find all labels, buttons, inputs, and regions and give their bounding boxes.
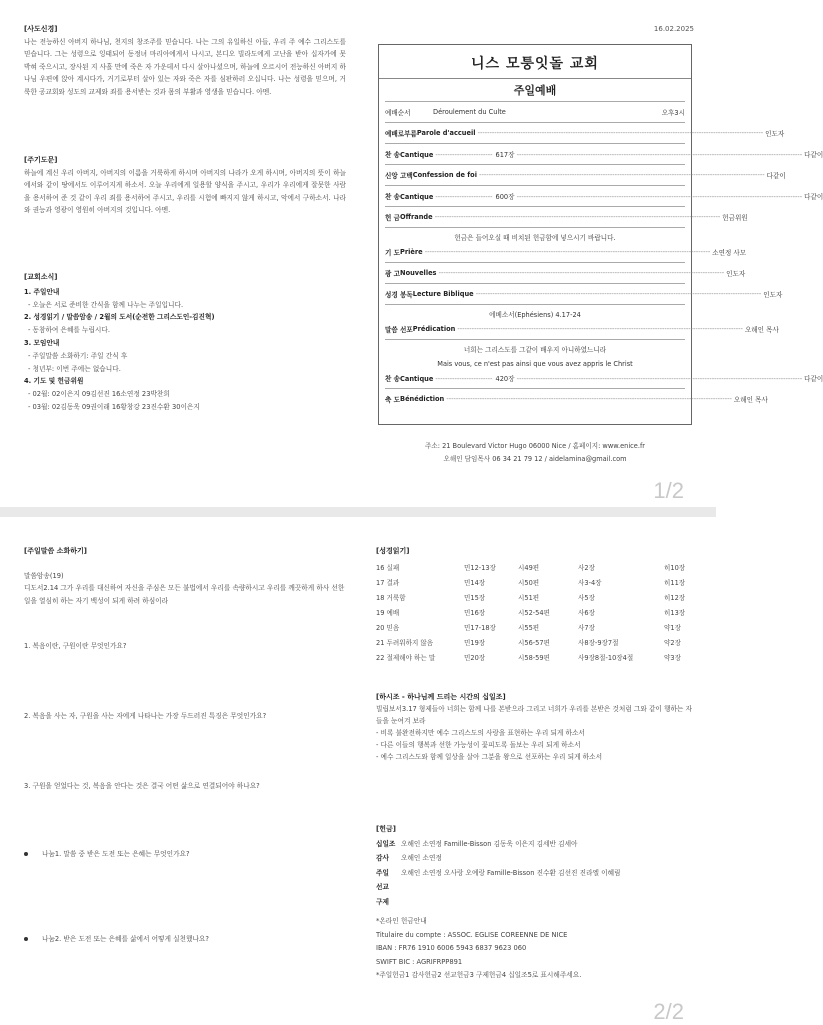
offering-names: 오해인 소연정 Famille-Bisson 김동욱 이은지 김세반 김세아 [401, 839, 578, 848]
reading-cell: 민15장 [464, 593, 486, 602]
date: 16.02.2025 [653, 25, 694, 33]
bulletin-page-1 [0, 0, 823, 507]
order-divider [385, 122, 685, 123]
online-offering-title: *온라인 헌금안내 [376, 917, 427, 925]
page-number: 2/2 [653, 999, 684, 1024]
service-divider [385, 101, 685, 102]
prayer-heading: [주기도문] [24, 156, 58, 164]
reading-cell: 히12장 [664, 593, 686, 602]
table-row [376, 635, 694, 650]
creed-heading: [사도신경] [24, 25, 58, 33]
question-1: 1. 복음이란, 구원이란 무엇인가요? [24, 642, 127, 650]
table-row [376, 605, 694, 620]
reading-cell: 사3-4장 [578, 578, 602, 587]
reading-cell: 19 예배 [376, 608, 400, 617]
iban: IBAN : FR76 1910 6006 5943 6837 9623 060 [376, 944, 527, 952]
offering-label: 구제 [376, 897, 389, 906]
order-row [379, 266, 746, 280]
reading-cell: 시58-59편 [518, 653, 550, 662]
table-row [376, 575, 694, 590]
hour-prayer-item: - 다른 이들의 행복과 선한 가능성이 꽃피도록 돌보는 우리 되게 하소서 [376, 741, 581, 749]
order-row [379, 371, 823, 385]
reading-cell: 시49편 [518, 563, 540, 572]
hour-prayer-heading: [하시조 - 하나님께 드리는 시간의 십일조] [376, 693, 506, 701]
offering-row [376, 866, 694, 881]
reading-cell: 18 거룩함 [376, 593, 406, 602]
digest-heading: [주일말씀 소화하기] [24, 547, 87, 555]
order-label: 찬 송 [385, 193, 401, 201]
leader-dots: ------------------------------------------------------------------------------------------------------------------------ [444, 395, 732, 403]
order-row [379, 210, 748, 224]
creed-text: 나는 전능하신 아버지 하나님, 천지의 창조주를 믿습니다. 나는 그의 유일하신 아들, 우리 주 예수 그리스도를 믿습니다. 그는 성령으로 잉태되어 동정녀 마리아에게서 나시고, 본디오 빌라도에게 고난을 받아 십자가에 못 박혀 죽으시고, 장사된 지 사흘 만에 죽은 자 가운데서 다시 살아나셨으며, 하늘에 오르시어 전능하신 아버지 하나님 우편에 앉아 계시다가, 거기로부터 살아 있는 자와 죽은 자를 심판하러 오십니다. 나는 성령을 믿으며, 거룩한 공교회와 성도의 교제와 죄를 용서받는 것과 몸의 부활과 영생을 믿습니다. 아멘. [24, 37, 346, 96]
sermon-title-korean: 너희는 그리스도를 그같이 배우지 아니하였느니라 [463, 346, 607, 354]
title-divider [379, 78, 691, 79]
order-leader: 인도자 [726, 270, 746, 278]
hour-prayer-text: 빌립보서3.17 형제들아 너희는 함께 나를 본받으라 그리고 너희가 우리를 본받은 것처럼 그와 같이 행하는 자들을 눈여겨 보라 [376, 705, 692, 725]
prayer-text: 하늘에 계신 우리 아버지, 아버지의 이름을 거룩하게 하시며 아버지의 나라가 오게 하시며, 아버지의 뜻이 하늘에서와 같이 땅에서도 이루어지게 하소서. 오늘 우리에게 일용할 양식을 주시고, 우리가 우리에게 잘못한 사람을 용서하여 준 것 같이 우리 죄를 용서하여 주시고, 우리를 시험에 빠지지 않게 하시고, 악에서 구하소서. 나라와 권능과 영광이 영원히 아버지의 것입니다. 아멘. [24, 168, 346, 214]
contact: 오해인 담임목사 06 34 21 79 12 / aidelamina@gmail.com [443, 455, 627, 463]
leader-dots: ------------------------------------------------------------------------------------------------------------------------ [422, 248, 711, 256]
reading-cell: 시56-57편 [518, 638, 550, 647]
row-divider [385, 388, 685, 389]
order-row [379, 322, 779, 336]
leader-dots: ------------------------------------------------------------------------------------------------------------------------ [475, 129, 764, 137]
lords-prayer-section [24, 154, 346, 217]
worship-order-box [378, 44, 823, 425]
news-item-line: - 청년부: 이번 주에는 없습니다. [28, 364, 121, 373]
order-title: Nouvelles [400, 269, 437, 277]
row-divider [385, 339, 685, 340]
news-item-line: - 동참하여 은혜를 누립시다. [28, 326, 110, 335]
page-gap [0, 507, 716, 517]
hour-prayer-item: - 비록 불완전하지만 예수 그리스도의 사랑을 표현하는 우리 되게 하소서 [376, 729, 585, 737]
news-item-title: 1. 주일안내 [24, 287, 60, 296]
bible-reading-section [376, 545, 694, 665]
order-title: Prédication [412, 325, 456, 333]
order-leader: 소연정 사모 [712, 249, 747, 257]
row-divider [385, 304, 685, 305]
row-divider [385, 283, 685, 284]
bulletin-page-2 [0, 517, 716, 1024]
row-divider [385, 227, 685, 228]
reading-cell: 사7장 [578, 623, 595, 632]
leader-dots: ------------------------------------------------------------------------------------------------------------------------ [455, 325, 743, 333]
order-title: Prière [400, 248, 423, 256]
church-name: 니스 모퉁잇돌 교회 [471, 56, 599, 72]
order-row [379, 168, 786, 182]
hymn-number: 600장 [495, 193, 515, 201]
question-2: 2. 복음을 사는 자, 구원을 사는 자에게 나타나는 가장 두드러진 특징은 무엇인가요? [24, 712, 267, 720]
church-news-section [24, 271, 346, 414]
share-1: 나눔1. 말씀 중 받은 도전 또는 은혜는 무엇인가요? [24, 848, 190, 858]
offering-code-note: *주일헌금1 감사헌금2 선교헌금3 구제헌금4 십일조5로 표시해주세요. [376, 971, 582, 979]
leader-dots: ------------------------------------------------------------------------------------------------------------------------ [514, 193, 803, 201]
sermon-digest-section [24, 545, 346, 607]
order-label: 광 고 [385, 270, 401, 278]
order-leader: 오해인 목사 [733, 396, 768, 404]
order-leader: 인도자 [763, 291, 783, 299]
scripture-reference: 에베소서(Ephésiens) 4.17-24 [489, 311, 581, 319]
order-leader: 오해인 목사 [744, 326, 779, 334]
row-divider [385, 185, 685, 186]
reading-cell: 약1장 [664, 623, 681, 632]
leader-dots: ------------------------ [433, 151, 493, 159]
order-label: 찬 송 [385, 375, 401, 383]
reading-cell: 민19장 [464, 638, 486, 647]
account-holder: Titulaire du compte : ASSOC. EGLISE COREENNE DE NICE [376, 930, 568, 939]
address-block [378, 440, 692, 466]
order-title: Confession de foi [412, 171, 477, 179]
reading-cell: 민14장 [464, 578, 486, 587]
leader-dots: ------------------------------------------------------------------------------------------------------------------------ [476, 171, 765, 179]
offering-note: 헌금은 들어오실 때 비치된 헌금함에 넣으시기 바랍니다. [454, 234, 616, 242]
order-leader: 다같이 [804, 193, 823, 201]
offering-section [376, 822, 694, 983]
order-label: 찬 송 [385, 151, 401, 159]
reading-heading: [성경읽기] [376, 547, 410, 555]
offering-row [376, 851, 694, 866]
order-leader: 다같이 [766, 172, 786, 180]
offering-names: 오해인 소연정 [401, 854, 442, 862]
page-number: 1/2 [653, 478, 684, 503]
order-row [379, 245, 747, 259]
order-label: 성경 봉독 [385, 291, 413, 299]
order-label: 말씀 선포 [385, 326, 413, 334]
table-row [376, 560, 694, 575]
reading-cell: 민12-13장 [464, 563, 496, 572]
reading-cell: 히11장 [664, 578, 686, 587]
reading-cell: 17 결과 [376, 578, 400, 587]
news-item-line: - 오늘은 서로 준비한 간식을 함께 나누는 주일입니다. [28, 300, 184, 309]
sermon-title-french: Mais vous, ce n'est pas ainsi que vous avez appris le Christ [437, 360, 633, 368]
reading-cell: 약2장 [664, 638, 681, 647]
offering-label: 선교 [376, 883, 389, 891]
reading-cell: 22 절제해야 하는 말 [376, 653, 436, 662]
offering-label: 감사 [376, 854, 389, 862]
address: 주소: 21 Boulevard Victor Hugo 06000 Nice / 홈페이지: www.enice.fr [425, 442, 645, 450]
order-row [379, 147, 823, 161]
leader-dots: ------------------------------------------------------------------------------------------------------------------------ [514, 375, 803, 383]
reading-cell: 민17-18장 [464, 623, 496, 632]
reading-cell: 사8장-9장7절 [578, 638, 619, 647]
leader-dots: ------------------------ [433, 193, 493, 201]
question-3: 3. 구원을 얻었다는 것, 복음을 안다는 것은 결국 어떤 삶으로 연결되어야 하나요? [24, 782, 260, 790]
news-item-title: 3. 모임안내 [24, 338, 60, 347]
table-row [376, 620, 694, 635]
news-heading: [교회소식] [24, 273, 58, 281]
reading-cell: 약3장 [664, 653, 681, 662]
reading-cell: 민16장 [464, 608, 486, 617]
news-item-line: - 02월: 02이은지 09김선진 16소연정 23박찬희 [28, 390, 170, 399]
hour-prayer-item: - 예수 그리스도와 함께 일상을 살아 그분을 왕으로 선포하는 우리 되게 하소서 [376, 753, 603, 761]
reading-cell: 사6장 [578, 608, 595, 617]
hymn-number: 617장 [495, 151, 515, 159]
leader-dots: ------------------------------------------------------------------------------------------------------------------------ [514, 151, 803, 159]
order-row [379, 189, 823, 203]
leader-dots: ------------------------------------------------------------------------------------------------------------------------ [436, 269, 725, 277]
reading-cell: 히13장 [664, 608, 686, 617]
order-label: 헌 금 [385, 214, 401, 222]
order-title: Cantique [400, 151, 434, 159]
row-divider [385, 143, 685, 144]
news-item-title: 4. 기도 및 헌금위원 [24, 377, 84, 386]
apostles-creed-section [24, 23, 346, 98]
order-row [379, 126, 785, 140]
news-item-line: - 03월: 02김동욱 09권이래 16황창강 23진수환 30이은지 [28, 402, 200, 411]
row-divider [385, 262, 685, 263]
order-leader: 인도자 [765, 130, 785, 138]
offering-names: 오해인 소연정 오사랑 오예랑 Famille-Bisson 진수환 김선진 진라엘 이혜림 [401, 868, 621, 877]
reading-cell: 시52-54편 [518, 608, 550, 617]
leader-dots: ------------------------------------------------------------------------------------------------------------------------ [473, 290, 762, 298]
leader-dots: ------------------------------------------------------------------------------------------------------------------------ [432, 213, 721, 221]
order-row [379, 287, 783, 301]
bullet-icon [24, 937, 28, 941]
order-row [379, 392, 768, 406]
offering-row [376, 837, 694, 852]
order-title: Cantique [400, 193, 434, 201]
row-divider [385, 164, 685, 165]
reading-cell: 사9장8절-10장4절 [578, 653, 634, 662]
hymn-number: 420장 [495, 375, 515, 383]
order-title: Lecture Biblique [412, 290, 474, 298]
leader-dots: ------------------------ [433, 375, 493, 383]
reading-cell: 20 믿음 [376, 623, 400, 632]
offering-heading: [헌금] [376, 825, 396, 833]
order-header-row: 예배순서 Déroulement du Culte 오후3시 [385, 108, 685, 117]
reading-cell: 시50편 [518, 578, 540, 587]
offering-row [376, 895, 694, 910]
order-label: 축 도 [385, 396, 401, 404]
order-leader: 다같이 [804, 151, 823, 159]
bullet-icon [24, 852, 28, 856]
order-label: 예배로부름 [385, 130, 417, 138]
hour-tithe-section [376, 691, 694, 763]
memory-label: 말씀암송(19) [24, 571, 64, 580]
reading-cell: 시51편 [518, 593, 540, 602]
reading-cell: 민20장 [464, 653, 486, 662]
memory-verse: 디도서2.14 그가 우리를 대신하여 자신을 주심은 모든 불법에서 우리를 속량하시고 우리를 깨끗하게 하사 선한 일을 열심히 하는 자기 백성이 되게 하려 하심이라 [24, 584, 345, 605]
order-leader: 헌금위원 [722, 214, 748, 222]
offering-label: 십일조 [376, 839, 396, 848]
order-title: Parole d'accueil [416, 129, 476, 137]
table-row [376, 590, 694, 605]
share-2: 나눔2. 받은 도전 또는 은혜를 삶에서 어떻게 실천했나요? [24, 933, 209, 943]
order-title: Cantique [400, 375, 434, 383]
service-title: 주일예배 [513, 84, 557, 97]
reading-cell: 21 두려워하지 않음 [376, 638, 434, 647]
order-label: 기 도 [385, 249, 401, 257]
reading-cell: 시55편 [518, 623, 540, 632]
news-item-line: - 주일말씀 소화하기: 주일 간식 후 [28, 351, 128, 360]
reading-cell: 사2장 [578, 563, 595, 572]
offering-label: 주일 [376, 868, 389, 877]
reading-table [376, 560, 694, 665]
reading-cell: 16 실패 [376, 563, 400, 572]
reading-cell: 사5장 [578, 593, 595, 602]
swift-bic: SWIFT BIC : AGRIFRPP891 [376, 957, 463, 966]
order-leader: 다같이 [804, 375, 823, 383]
order-label: 신앙 고백 [385, 172, 413, 180]
order-title: Offrande [400, 213, 433, 221]
row-divider [385, 206, 685, 207]
news-item-title: 2. 성경읽기 / 말씀암송 / 2월의 도서(순전한 그리스도인-김진혁) [24, 313, 215, 322]
table-row [376, 650, 694, 665]
reading-cell: 히10장 [664, 563, 686, 572]
offering-row [376, 880, 694, 895]
order-title: Bénédiction [400, 395, 445, 403]
